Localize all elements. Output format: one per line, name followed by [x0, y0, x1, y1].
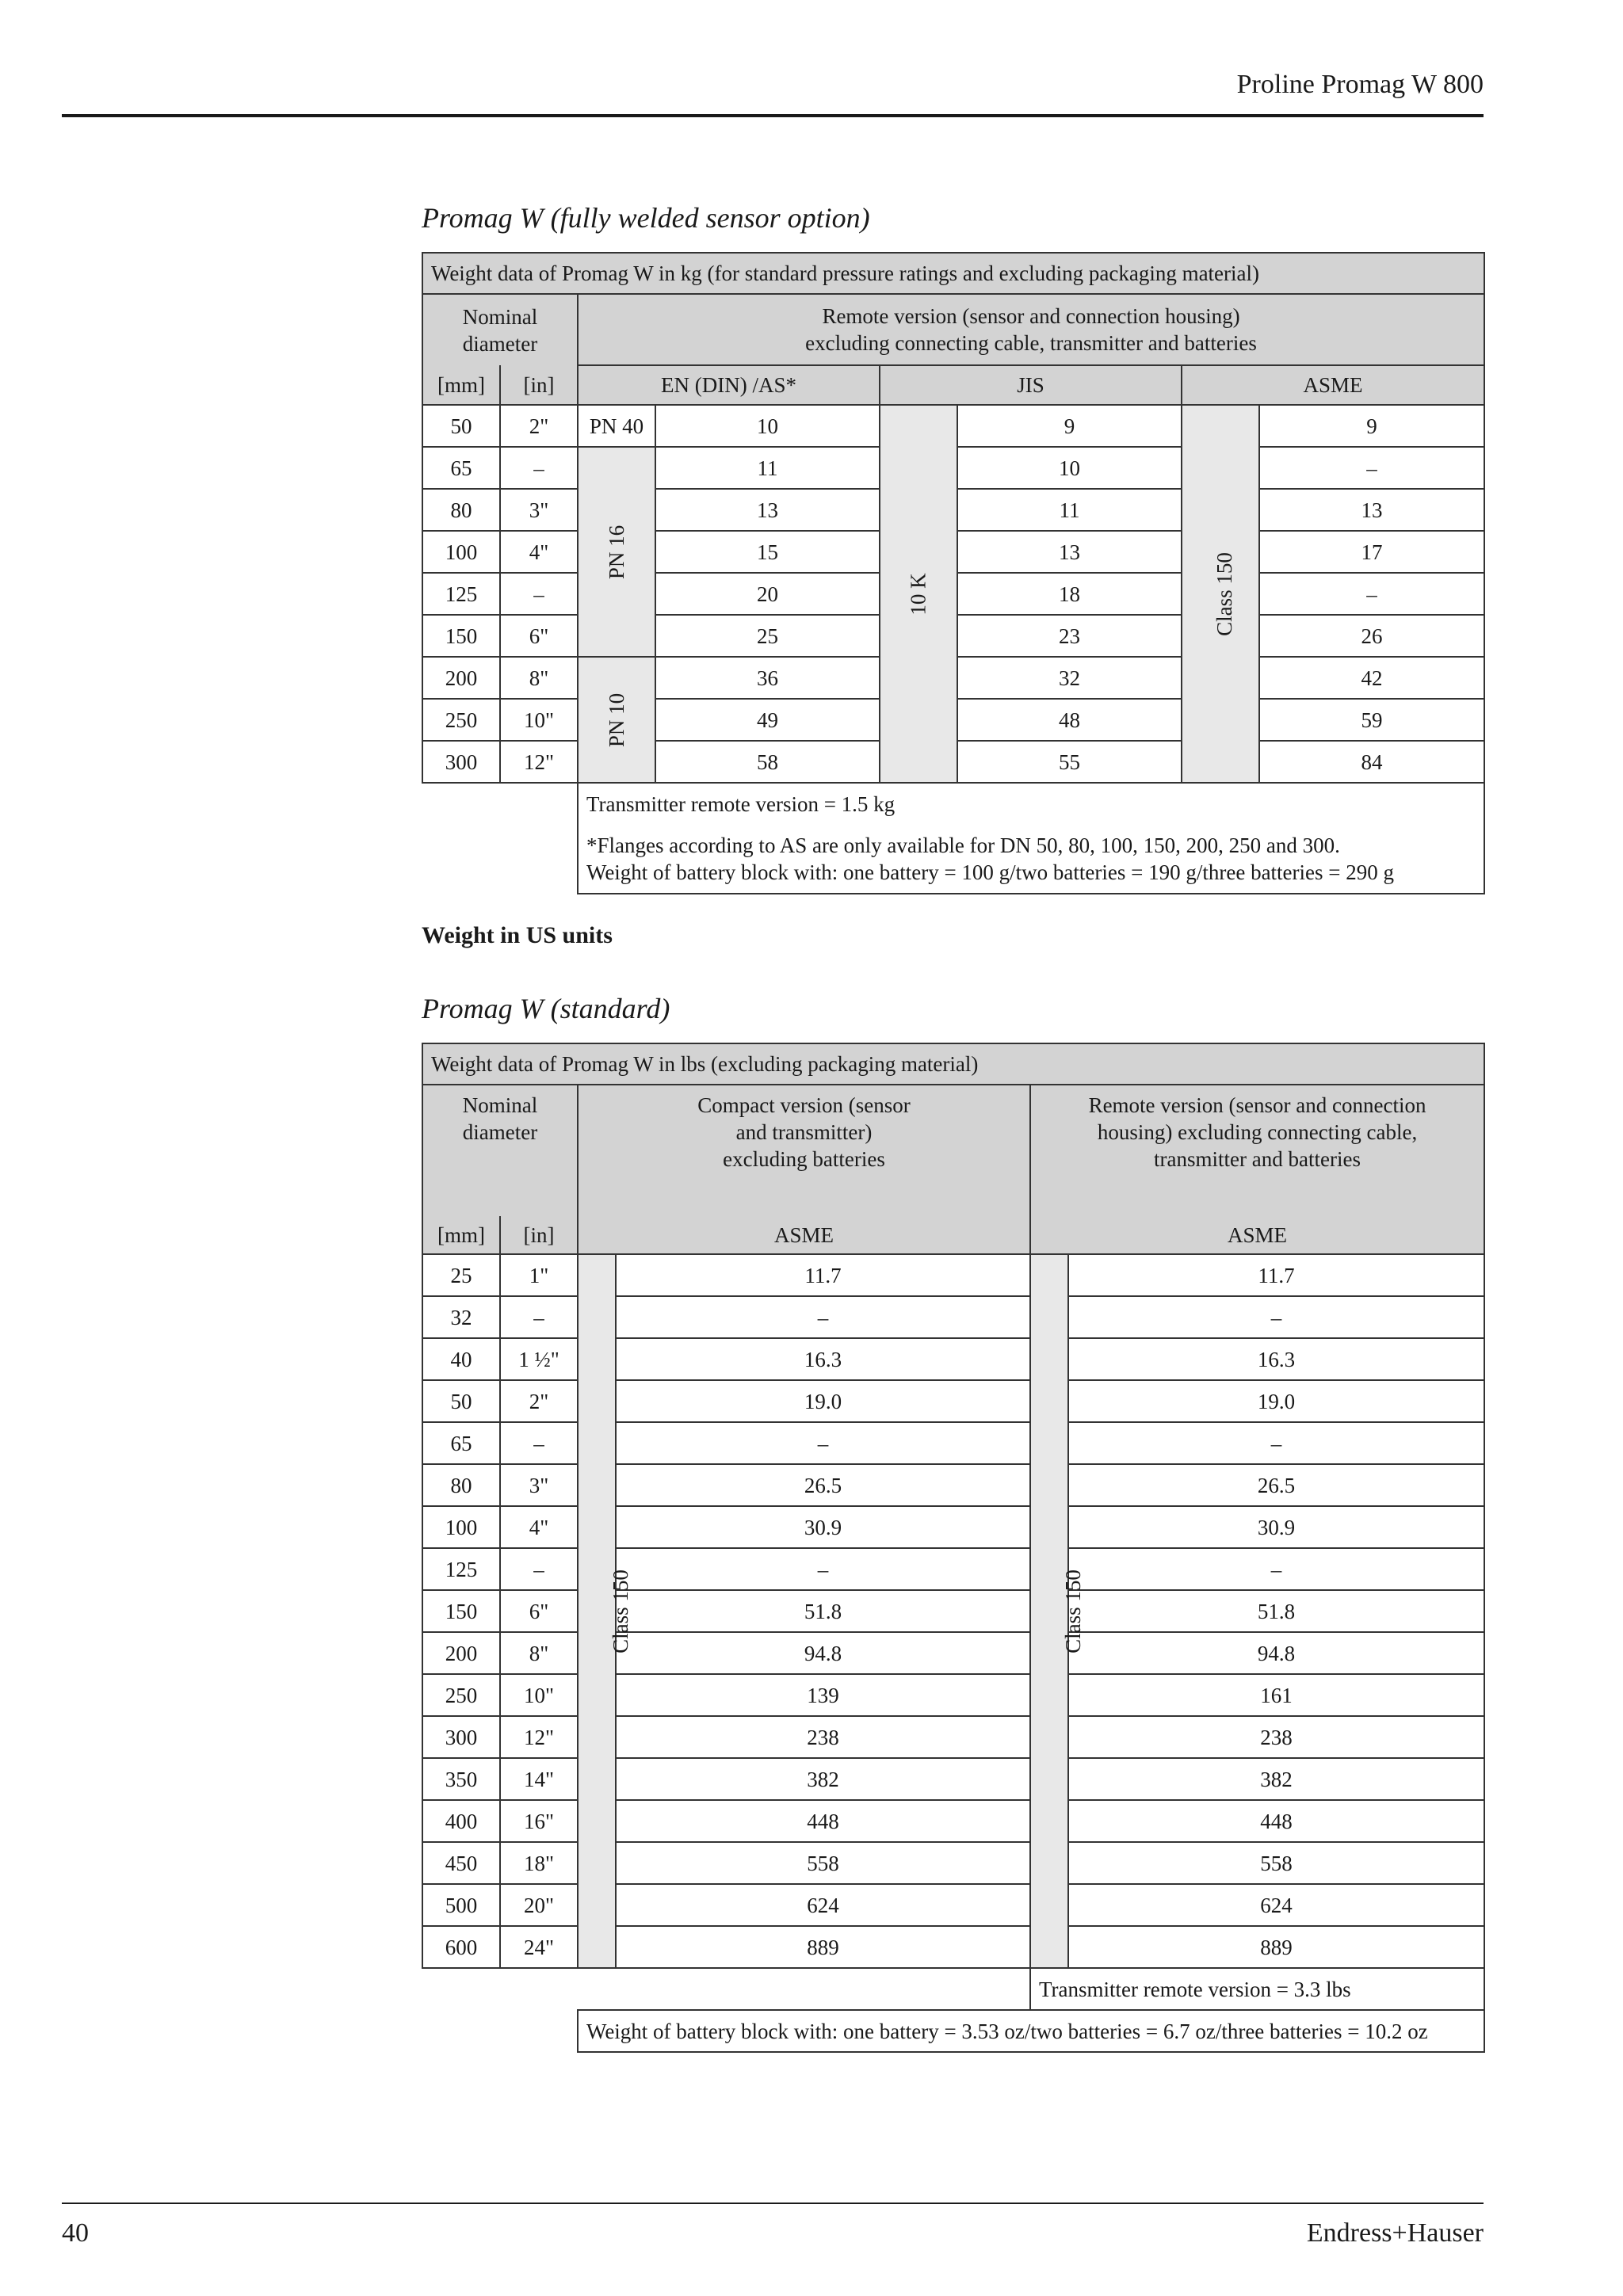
- header-unit-in: [in]: [500, 365, 578, 405]
- compact-rating-label: Class 150: [608, 1569, 632, 1653]
- cell-remote-weight: 448: [1068, 1800, 1484, 1842]
- cell-mm: 100: [422, 1506, 500, 1548]
- cell-in: 4": [500, 531, 578, 573]
- cell-en-weight: 10: [655, 405, 880, 447]
- cell-mm: 250: [422, 1674, 500, 1716]
- header-std-remote: ASME: [1030, 1216, 1484, 1254]
- cell-compact-weight: 16.3: [616, 1338, 1030, 1380]
- cell-asme-weight: 9: [1259, 405, 1484, 447]
- cell-jis-weight: 48: [957, 699, 1182, 741]
- cell-mm: 400: [422, 1800, 500, 1842]
- cell-mm: 32: [422, 1296, 500, 1338]
- cell-en-weight: 11: [655, 447, 880, 489]
- cell-mm: 40: [422, 1338, 500, 1380]
- cell-mm: 65: [422, 1422, 500, 1464]
- cell-in: 3": [500, 1464, 578, 1506]
- cell-in: 24": [500, 1926, 578, 1968]
- cell-jis-weight: 11: [957, 489, 1182, 531]
- weight-table-lbs: [422, 1043, 1485, 2053]
- cell-compact-weight: –: [616, 1548, 1030, 1590]
- note-flanges: *Flanges according to AS are only available for DN 50, 80, 100, 150, 200, 250 and 300.: [586, 833, 1340, 857]
- cell-remote-weight: 26.5: [1068, 1464, 1484, 1506]
- cell-remote-weight: 19.0: [1068, 1380, 1484, 1422]
- asme-rating-class150: [1182, 405, 1259, 783]
- cell-mm: 600: [422, 1926, 500, 1968]
- cell-in: 8": [500, 1632, 578, 1674]
- pressure-rating-pn16: [578, 447, 655, 657]
- cell-compact-weight: –: [616, 1422, 1030, 1464]
- cell-en-weight: 13: [655, 489, 880, 531]
- cell-compact-weight: 26.5: [616, 1464, 1030, 1506]
- cell-in: 8": [500, 657, 578, 699]
- footer-brand: Endress+Hauser: [1306, 2218, 1484, 2248]
- cell-mm: 450: [422, 1842, 500, 1884]
- cell-jis-weight: 13: [957, 531, 1182, 573]
- cell-compact-weight: –: [616, 1296, 1030, 1338]
- remote-rating-class150: [1030, 1254, 1085, 1968]
- cell-in: 3": [500, 489, 578, 531]
- cell-asme-weight: 17: [1259, 531, 1484, 573]
- pn10-label: PN 10: [604, 692, 628, 747]
- cell-in: 12": [500, 741, 578, 783]
- note-spacer: [422, 1968, 1030, 2010]
- cell-remote-weight: 94.8: [1068, 1632, 1484, 1674]
- header-group-asme: ASME: [1182, 365, 1484, 405]
- cell-in: –: [500, 1548, 578, 1590]
- table-row: [422, 405, 1484, 447]
- pressure-rating-pn40: PN 40: [578, 405, 655, 447]
- cell-mm: 65: [422, 447, 500, 489]
- cell-remote-weight: –: [1068, 1422, 1484, 1464]
- cell-asme-weight: 26: [1259, 615, 1484, 657]
- footer-divider: [62, 2203, 1484, 2204]
- header-unit-mm: [mm]: [422, 1216, 500, 1254]
- cell-in: 10": [500, 699, 578, 741]
- header-remote-version: Remote version (sensor and connection housing) excluding connecting cable, transmitter and batteries: [578, 294, 1484, 365]
- header-title: Proline Promag W 800: [1236, 70, 1484, 99]
- cell-remote-weight: 382: [1068, 1758, 1484, 1800]
- cell-mm: 80: [422, 1464, 500, 1506]
- cell-remote-weight: 889: [1068, 1926, 1484, 1968]
- cell-in: 10": [500, 1674, 578, 1716]
- cell-asme-weight: 13: [1259, 489, 1484, 531]
- header-group-jis: JIS: [880, 365, 1182, 405]
- cell-en-weight: 15: [655, 531, 880, 573]
- cell-mm: 25: [422, 1254, 500, 1296]
- cell-compact-weight: 382: [616, 1758, 1030, 1800]
- cell-asme-weight: 59: [1259, 699, 1484, 741]
- cell-in: 4": [500, 1506, 578, 1548]
- cell-remote-weight: 161: [1068, 1674, 1484, 1716]
- cell-in: 1 ½": [500, 1338, 578, 1380]
- cell-in: 20": [500, 1884, 578, 1926]
- cell-en-weight: 58: [655, 741, 880, 783]
- cell-mm: 150: [422, 1590, 500, 1632]
- cell-mm: 50: [422, 405, 500, 447]
- heading-us-units: Weight in US units: [422, 922, 613, 948]
- table-notes: [578, 783, 1484, 894]
- cell-remote-weight: 238: [1068, 1716, 1484, 1758]
- cell-mm: 200: [422, 1632, 500, 1674]
- cell-remote-weight: 30.9: [1068, 1506, 1484, 1548]
- cell-jis-weight: 9: [957, 405, 1182, 447]
- note-battery: Weight of battery block with: one battery = 100 g/two batteries = 190 g/three batteries = 290 g: [586, 860, 1394, 884]
- cell-mm: 100: [422, 531, 500, 573]
- cell-asme-weight: –: [1259, 447, 1484, 489]
- header-unit-mm: [mm]: [422, 365, 500, 405]
- cell-mm: 300: [422, 741, 500, 783]
- cell-mm: 125: [422, 1548, 500, 1590]
- cell-jis-weight: 10: [957, 447, 1182, 489]
- cell-compact-weight: 889: [616, 1926, 1030, 1968]
- note-transmitter: Transmitter remote version = 1.5 kg: [586, 792, 896, 816]
- cell-remote-weight: 558: [1068, 1842, 1484, 1884]
- cell-remote-weight: –: [1068, 1296, 1484, 1338]
- cell-remote-weight: 16.3: [1068, 1338, 1484, 1380]
- note-transmitter: Transmitter remote version = 3.3 lbs: [1030, 1968, 1484, 2010]
- note-spacer: [422, 2010, 578, 2052]
- cell-mm: 500: [422, 1884, 500, 1926]
- cell-mm: 250: [422, 699, 500, 741]
- note-battery: Weight of battery block with: one battery = 3.53 oz/two batteries = 6.7 oz/three batteries = 10.2 oz: [578, 2010, 1484, 2052]
- cell-asme-weight: 42: [1259, 657, 1484, 699]
- cell-in: 2": [500, 405, 578, 447]
- cell-compact-weight: 448: [616, 1800, 1030, 1842]
- cell-in: 6": [500, 615, 578, 657]
- cell-in: –: [500, 573, 578, 615]
- header-std-compact: ASME: [578, 1216, 1030, 1254]
- cell-en-weight: 49: [655, 699, 880, 741]
- cell-jis-weight: 32: [957, 657, 1182, 699]
- cell-in: 16": [500, 1800, 578, 1842]
- cell-compact-weight: 51.8: [616, 1590, 1030, 1632]
- cell-jis-weight: 23: [957, 615, 1182, 657]
- cell-in: –: [500, 1422, 578, 1464]
- section-title-fully-welded: Promag W (fully welded sensor option): [422, 202, 870, 234]
- cell-compact-weight: 30.9: [616, 1506, 1030, 1548]
- cell-remote-weight: –: [1068, 1548, 1484, 1590]
- table-row: [422, 1254, 1484, 1296]
- page-number: 40: [62, 2218, 89, 2248]
- cell-in: 18": [500, 1842, 578, 1884]
- jis-rating-10k: [880, 405, 957, 783]
- table-caption: Weight data of Promag W in lbs (excluding packaging material): [422, 1043, 1484, 1085]
- cell-compact-weight: 238: [616, 1716, 1030, 1758]
- header-compact-version: Compact version (sensor and transmitter) excluding batteries: [578, 1085, 1030, 1216]
- cell-compact-weight: 558: [616, 1842, 1030, 1884]
- cell-mm: 125: [422, 573, 500, 615]
- header-remote-version: Remote version (sensor and connection housing) excluding connecting cable, transmitter and batteries: [1030, 1085, 1484, 1216]
- cell-in: –: [500, 1296, 578, 1338]
- cell-en-weight: 36: [655, 657, 880, 699]
- cell-en-weight: 20: [655, 573, 880, 615]
- cell-en-weight: 25: [655, 615, 880, 657]
- cell-asme-weight: –: [1259, 573, 1484, 615]
- cell-in: –: [500, 447, 578, 489]
- cell-mm: 300: [422, 1716, 500, 1758]
- cell-in: 2": [500, 1380, 578, 1422]
- table-caption: Weight data of Promag W in kg (for standard pressure ratings and excluding packaging material): [422, 253, 1484, 294]
- cell-jis-weight: 18: [957, 573, 1182, 615]
- header-group-en: EN (DIN) /AS*: [578, 365, 880, 405]
- cell-jis-weight: 55: [957, 741, 1182, 783]
- pressure-rating-pn10: [578, 657, 655, 783]
- cell-compact-weight: 11.7: [616, 1254, 1030, 1296]
- cell-mm: 200: [422, 657, 500, 699]
- cell-remote-weight: 11.7: [1068, 1254, 1484, 1296]
- cell-mm: 50: [422, 1380, 500, 1422]
- cell-compact-weight: 139: [616, 1674, 1030, 1716]
- cell-asme-weight: 84: [1259, 741, 1484, 783]
- weight-table-kg: [422, 252, 1485, 894]
- cell-in: 1": [500, 1254, 578, 1296]
- header-divider: [62, 114, 1484, 117]
- cell-remote-weight: 51.8: [1068, 1590, 1484, 1632]
- cell-mm: 80: [422, 489, 500, 531]
- pn16-label: PN 16: [604, 524, 628, 579]
- header-unit-in: [in]: [500, 1216, 578, 1254]
- cell-mm: 150: [422, 615, 500, 657]
- cell-in: 14": [500, 1758, 578, 1800]
- cell-remote-weight: 624: [1068, 1884, 1484, 1926]
- jis-rating-label: 10 K: [907, 572, 930, 616]
- note-spacer: [422, 783, 578, 894]
- header-nominal-diameter: Nominal diameter: [422, 294, 578, 365]
- cell-mm: 350: [422, 1758, 500, 1800]
- section-title-standard: Promag W (standard): [422, 993, 670, 1024]
- cell-in: 12": [500, 1716, 578, 1758]
- header-nominal-diameter: Nominal diameter: [422, 1085, 578, 1216]
- cell-compact-weight: 94.8: [616, 1632, 1030, 1674]
- cell-compact-weight: 624: [616, 1884, 1030, 1926]
- cell-compact-weight: 19.0: [616, 1380, 1030, 1422]
- asme-rating-label: Class 150: [1212, 551, 1236, 636]
- compact-rating-class150: [578, 1254, 632, 1968]
- cell-in: 6": [500, 1590, 578, 1632]
- remote-rating-label: Class 150: [1060, 1569, 1085, 1653]
